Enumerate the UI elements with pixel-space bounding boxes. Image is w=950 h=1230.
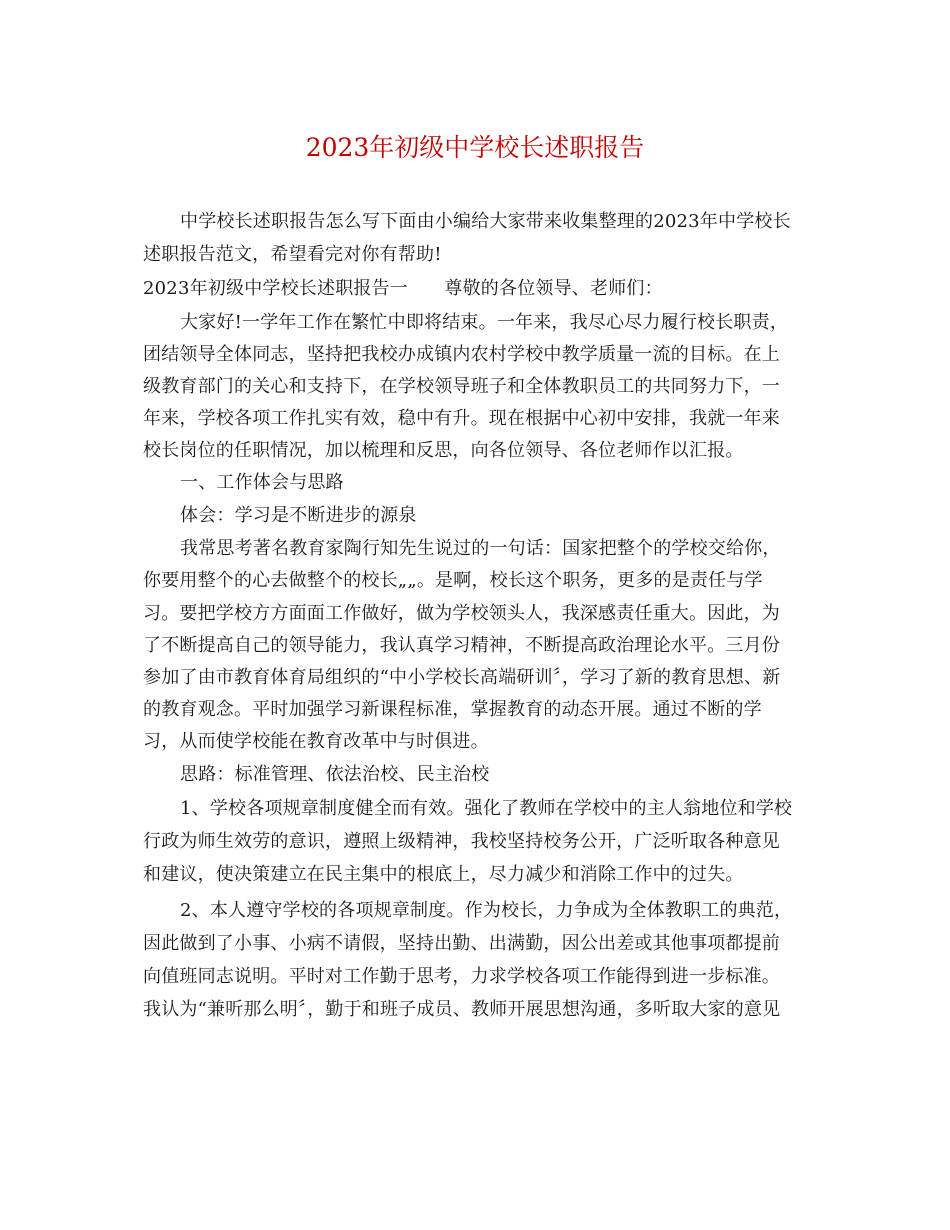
paragraph-line: 校长岗位的任职情况，加以梳理和反思，向各位领导、各位老师作以汇报。 xyxy=(143,440,744,461)
paragraph-line: 向值班同志说明。平时对工作勤于思考，力求学校各项工作能得到进一步标准。 xyxy=(143,966,780,987)
paragraph-line: 述职报告范文，希望看完对你有帮助! xyxy=(143,244,442,265)
paragraph-line: 行政为师生效劳的意识，遵照上级精神，我校坚持校务公开，广泛听取各种意见 xyxy=(143,831,780,852)
paragraph-line: 参加了由市教育体育局组织的“中小学校长高端研训〞，学习了新的教育思想、新 xyxy=(143,667,781,688)
paragraph-line: 你要用整个的心去做整个的校长„„。是啊，校长这个职务，更多的是责任与学 xyxy=(143,570,763,591)
paragraph-line: 级教育部门的关心和支持下，在学校领导班子和全体教职员工的共同努力下，一 xyxy=(143,376,780,397)
paragraph-line: 了不断提高自己的领导能力，我认真学习精神，不断提高政治理论水平。三月份 xyxy=(143,635,780,656)
paragraph-line: 2、本人遵守学校的各项规章制度。作为校长，力争成为全体教职工的典范， xyxy=(180,900,793,921)
paragraph-line: 年来，学校各项工作扎实有效，稳中有升。现在根据中心初中安排，我就一年来 xyxy=(143,408,780,429)
paragraph-line: 大家好!一学年工作在繁忙中即将结束。一年来，我尽心尽力履行校长职责， xyxy=(180,312,789,333)
paragraph-line: 和建议，使决策建立在民主集中的根底上，尽力减少和消除工作中的过失。 xyxy=(143,864,744,885)
paragraph-line: 我认为“兼听那么明〞，勤于和班子成员、教师开展思想沟通，多听取大家的意见 xyxy=(143,999,781,1020)
paragraph-line: 因此做到了小事、小病不请假，坚持出勤、出满勤，因公出差或其他事项都提前 xyxy=(143,933,780,954)
paragraph-line: 我常思考著名教育家陶行知先生说过的一句话：国家把整个的学校交给你， xyxy=(180,538,781,559)
subsection-heading: 思路：标准管理、依法治校、民主治校 xyxy=(180,764,490,785)
paragraph-line: 2023年初级中学校长述职报告一 尊敬的各位领导、老师们： xyxy=(143,278,663,299)
section-heading: 一、工作体会与思路 xyxy=(180,472,344,493)
subsection-heading: 体会：学习是不断进步的源泉 xyxy=(180,505,417,526)
paragraph-line: 团结领导全体同志，坚持把我校办成镇内农村学校中教学质量一流的目标。在上 xyxy=(143,344,780,365)
document-title: 2023年初级中学校长述职报告 xyxy=(305,133,645,162)
paragraph-line: 1、学校各项规章制度健全而有效。强化了教师在学校中的主人翁地位和学校 xyxy=(180,798,793,819)
paragraph-line: 的教育观念。平时加强学习新课程标准，掌握教育的动态开展。通过不断的学 xyxy=(143,699,762,720)
paragraph-line: 习。要把学校方方面面工作做好，做为学校领头人，我深感责任重大。因此，为 xyxy=(143,603,780,624)
paragraph-line: 习，从而使学校能在教育改革中与时俱进。 xyxy=(143,731,489,752)
paragraph-line: 中学校长述职报告怎么写下面由小编给大家带来收集整理的2023年中学校长 xyxy=(180,211,791,232)
